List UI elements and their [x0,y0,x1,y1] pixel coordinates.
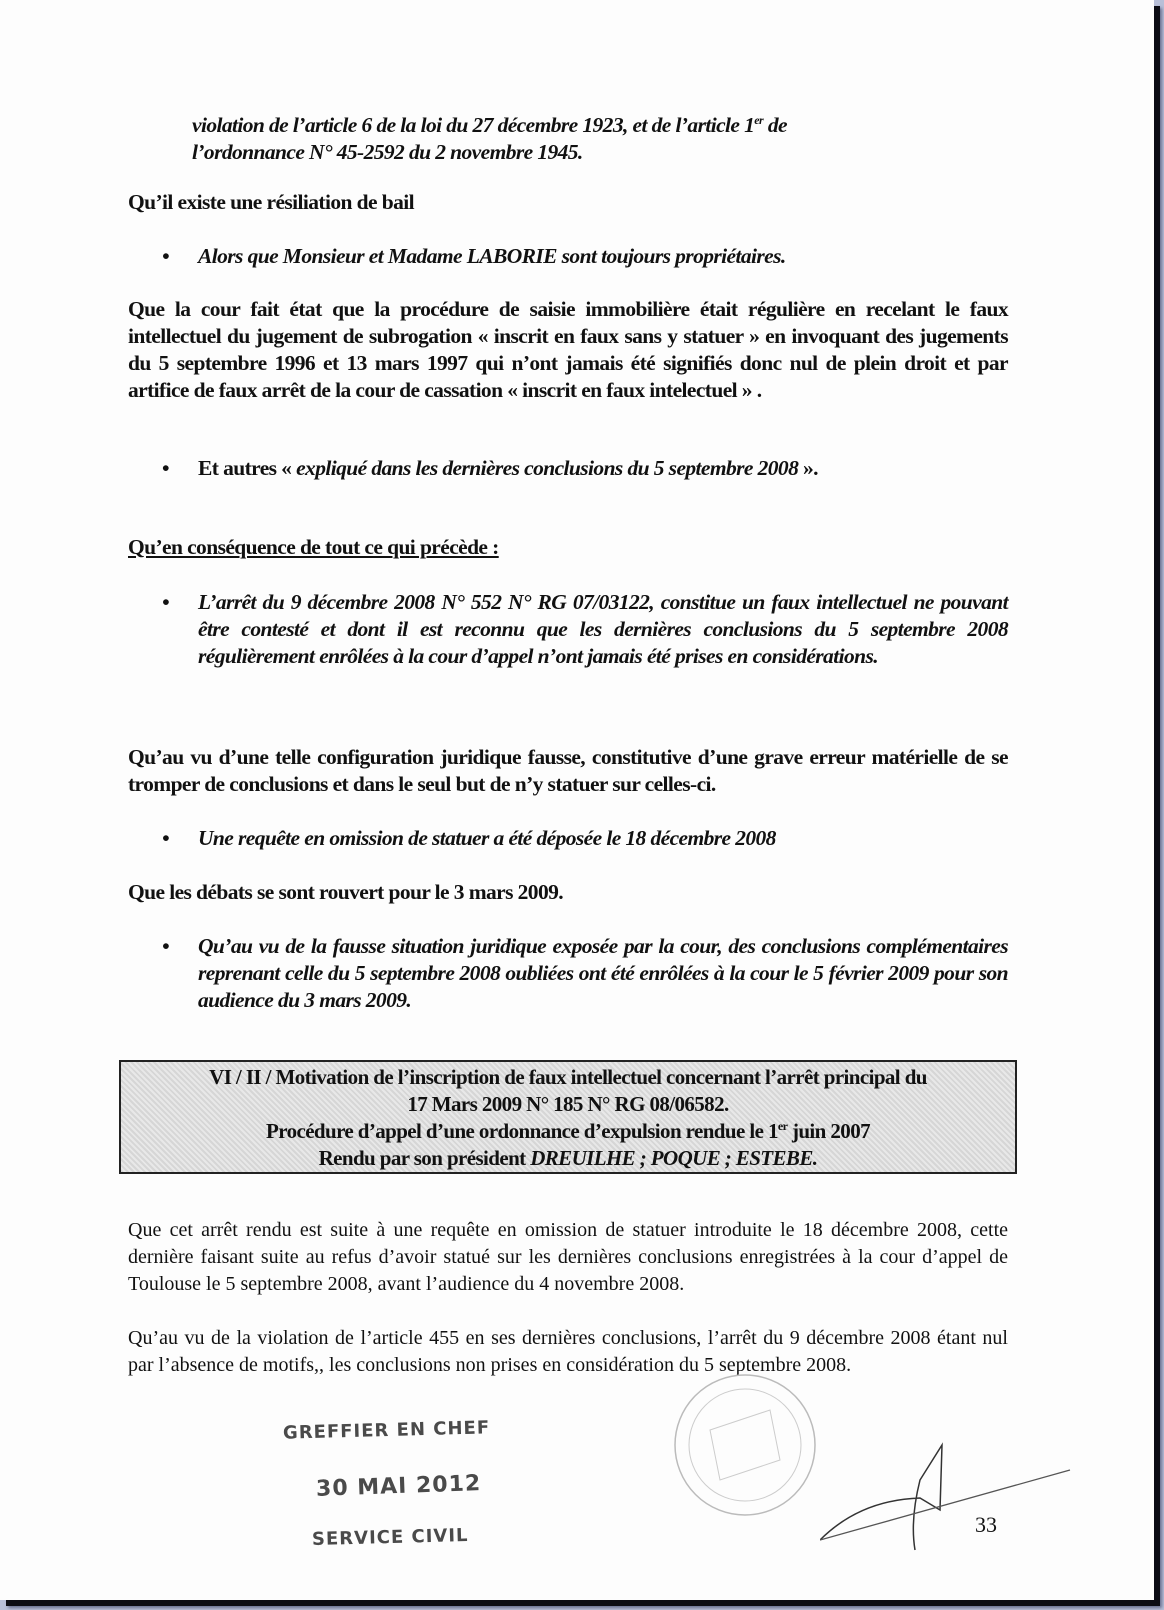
bullet-item [128,589,1008,670]
bullet-text: Alors que Monsieur et Madame LABORIE sont toujours propriétaires. [198,244,786,268]
box-line [121,1118,1015,1145]
page-number: 33 [975,1512,997,1537]
stamp-service: SERVICE CIVIL [311,1524,469,1551]
court-seal-icon [660,1370,830,1520]
text: Et autres « [198,456,297,480]
signature-icon [820,1440,1080,1560]
bullet-item [128,243,1008,270]
bullet-icon: • [162,456,169,480]
paragraph-debats: Que les débats se sont rouvert pour le 3 mars 2009. [128,880,564,904]
bullet-text: L’arrêt du 9 décembre 2008 N° 552 N° RG 07/03122, constitue un faux intellectuel ne pouvant être contesté et dont il est reconnu que les dernières conclusions du 5 septembre 2008 régulièrement enrôlées à la cour d’appel n’ont jamais été prises en considérations. [198,590,1008,668]
paragraph-saisie: Que la cour fait état que la procédure de saisie immobilière était régulière en recelant le faux intellectuel du jugement de subrogation « inscrit en faux sans y statuer » en invoquant des jugements du 5 septembre 1996 et 13 mars 1997 qui n’ont jamais été signifiés donc nul de plein droit et par artifice de faux arrêt de la cour de cassation « inscrit en faux intelectuel » . [128,297,1008,402]
bullet-icon: • [162,934,169,958]
text: violation de l’article 6 de la loi du 27 décembre 1923, et de l’article 1 [192,113,755,137]
paragraph-resiliation: Qu’il existe une résiliation de bail [128,190,414,214]
bullet-item [128,825,1008,852]
bullet-icon: • [162,244,169,268]
paragraph-violation-455: Qu’au vu de la violation de l’article 455 en ses dernières conclusions, l’arrêt du 9 décembre 2008 étant nul par l’absence de motifs,, les conclusions non prises en considération du 5 septembre 2008. [128,1327,1008,1376]
box-line: VI / II / Motivation de l’inscription de faux intellectuel concernant l’arrêt principal du [209,1065,927,1089]
section-heading: Qu’en conséquence de tout ce qui précède : [128,535,499,559]
paragraph-violation [192,112,1008,166]
text: juin 2007 [787,1119,870,1143]
bullet-text: Qu’au vu de la fausse situation juridique exposée par la cour, des conclusions complémentaires reprenant celle du 5 septembre 2008 oubliées ont été enrôlées à la cour le 5 février 2009 pour son audience du 3 mars 2009. [198,934,1008,1012]
superscript: er [754,112,764,127]
text: de [763,113,787,137]
paragraph-configuration: Qu’au vu d’une telle configuration juridique fausse, constitutive d’une grave erreur matérielle de se tromper de conclusions et dans le seul but de n’y statuer sur celles-ci. [128,745,1008,796]
bullet-icon: • [162,590,169,614]
paragraph-arret: Que cet arrêt rendu est suite à une requête en omission de statuer introduite le 18 décembre 2008, cette dernière faisant suite au refus d’avoir statué sur les dernières conclusions enregistrées à la cour d’appel de Toulouse le 5 septembre 2008, avant l’audience du 4 novembre 2008. [128,1219,1008,1295]
text: ». [798,456,818,480]
bullet-item [128,455,1008,482]
text: expliqué dans les dernières conclusions du 5 septembre 2008 [296,456,799,480]
box-line [121,1145,1015,1172]
bullet-text: Une requête en omission de statuer a été déposée le 18 décembre 2008 [198,826,776,850]
text: Procédure d’appel d’une ordonnance d’expulsion rendue le 1 [266,1119,778,1143]
superscript: er [777,1119,788,1133]
bullet-item [128,933,1008,1014]
stamp-date: 30 MAI 2012 [315,1471,482,1502]
text: l’ordonnance N° 45-2592 du 2 novembre 1945. [192,140,583,164]
section-title-box [119,1060,1017,1174]
stamp-greffier: GREFFIER EN CHEF [282,1417,491,1444]
bullet-icon: • [162,826,169,850]
judges-names: DREUILHE ; POQUE ; ESTEBE. [530,1146,818,1170]
text: Rendu par son président [318,1146,531,1170]
box-line: 17 Mars 2009 N° 185 N° RG 08/06582. [407,1092,729,1116]
